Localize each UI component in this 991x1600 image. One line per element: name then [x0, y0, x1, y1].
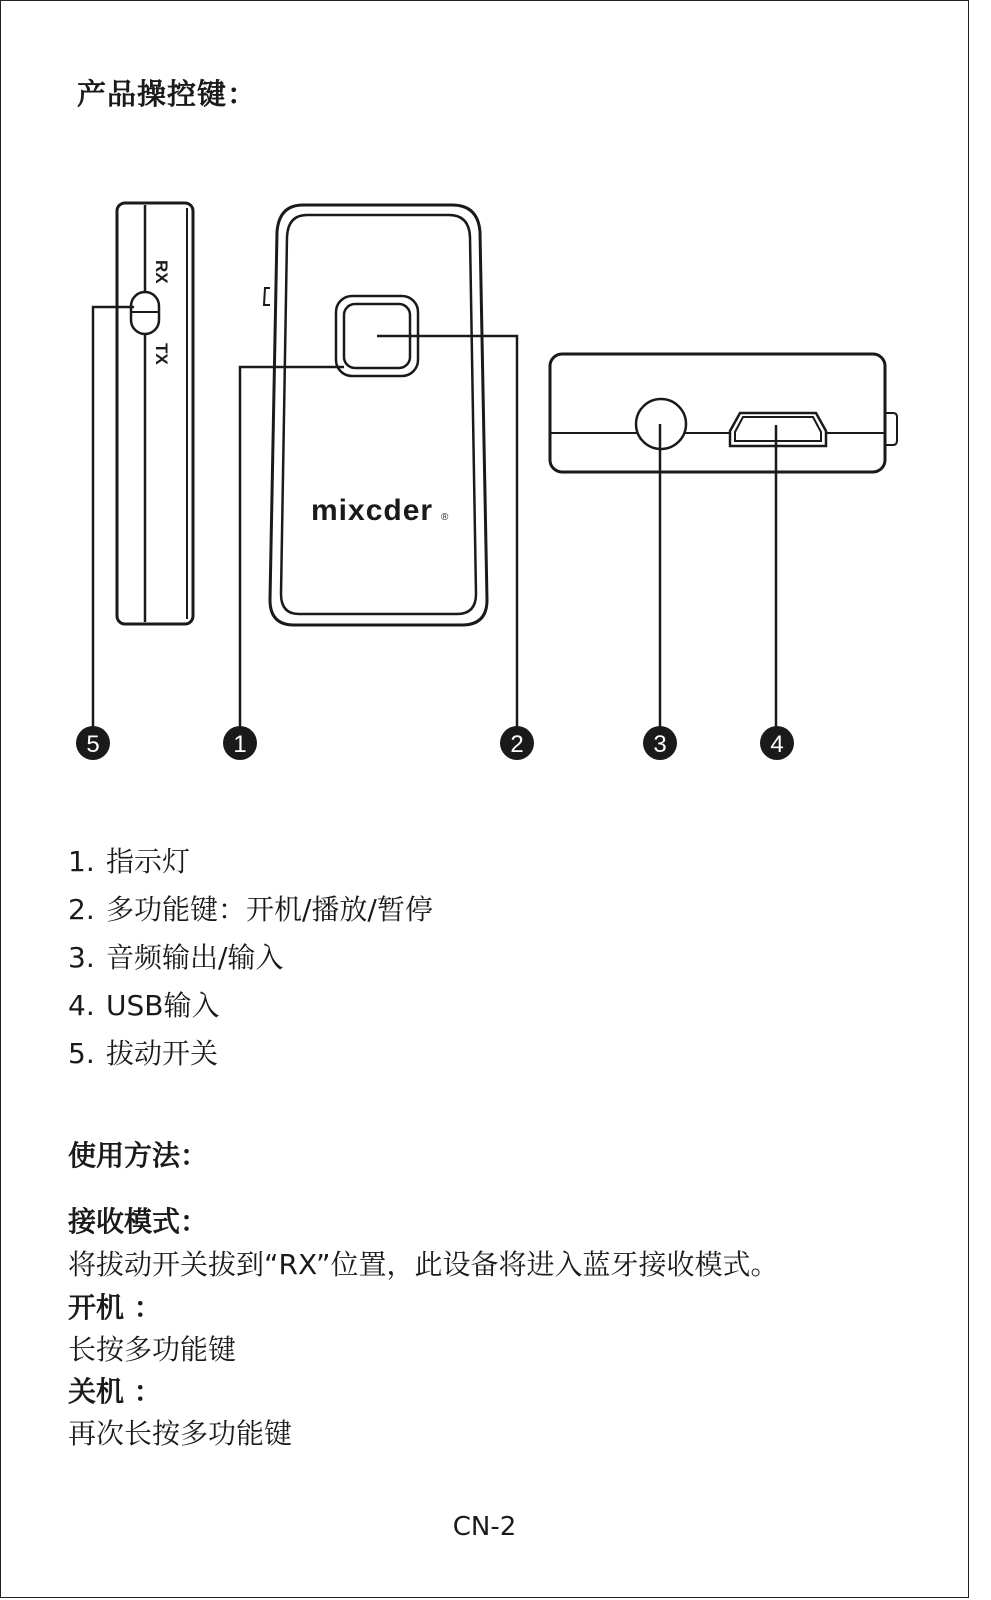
list-item: [68, 934, 433, 982]
list-item-label: 指示灯: [106, 845, 191, 878]
brand-registered-mark: ®: [441, 512, 449, 523]
svg-text:1: 1: [233, 731, 247, 758]
svg-text:3: 3: [653, 731, 667, 758]
list-item-number: 2.: [68, 893, 95, 926]
switch-tx-label: TX: [152, 343, 171, 365]
section-title: 产品操控键：: [77, 77, 258, 111]
list-item: [68, 886, 433, 934]
list-item-label: 多功能键：开机/播放/暂停: [106, 893, 433, 926]
list-item: [68, 838, 433, 886]
controls-list: [68, 838, 433, 1078]
page-number: CN-2: [452, 1512, 517, 1542]
front-view: [264, 205, 487, 625]
list-item-number: 1.: [68, 845, 95, 878]
usage-heading: 使用方法：: [68, 1139, 209, 1172]
power-on-heading: 开机 ：: [68, 1291, 162, 1324]
receive-mode-heading: 接收模式：: [68, 1205, 209, 1238]
list-item-label: USB输入: [106, 989, 220, 1022]
list-item-label: 拔动开关: [106, 1037, 219, 1070]
callout-5: [76, 726, 110, 760]
side-view: [117, 203, 193, 624]
switch-rx-label: RX: [152, 260, 171, 284]
svg-text:4: 4: [770, 731, 784, 758]
list-item: [68, 1030, 433, 1078]
leader-lines: [93, 307, 776, 728]
svg-text:2: 2: [510, 731, 524, 758]
list-item-label: 音频输出/输入: [106, 941, 284, 974]
end-view: [550, 354, 897, 472]
list-item-number: 5.: [68, 1037, 95, 1070]
power-on-text: 长按多功能键: [68, 1333, 237, 1366]
callout-1: [223, 726, 257, 760]
svg-text:5: 5: [86, 731, 100, 758]
callout-3: [643, 726, 677, 760]
list-item-number: 4.: [68, 989, 95, 1022]
power-off-text: 再次长按多功能键: [68, 1417, 293, 1450]
receive-mode-text: 将拔动开关拔到“RX”位置，此设备将进入蓝牙接收模式。: [68, 1248, 779, 1281]
product-diagram: [0, 0, 969, 800]
callout-2: [500, 726, 534, 760]
brand-logo: mixcder: [311, 494, 434, 527]
callout-4: [760, 726, 794, 760]
list-item-number: 3.: [68, 941, 95, 974]
power-off-heading: 关机 ：: [68, 1375, 162, 1408]
list-item: [68, 982, 433, 1030]
